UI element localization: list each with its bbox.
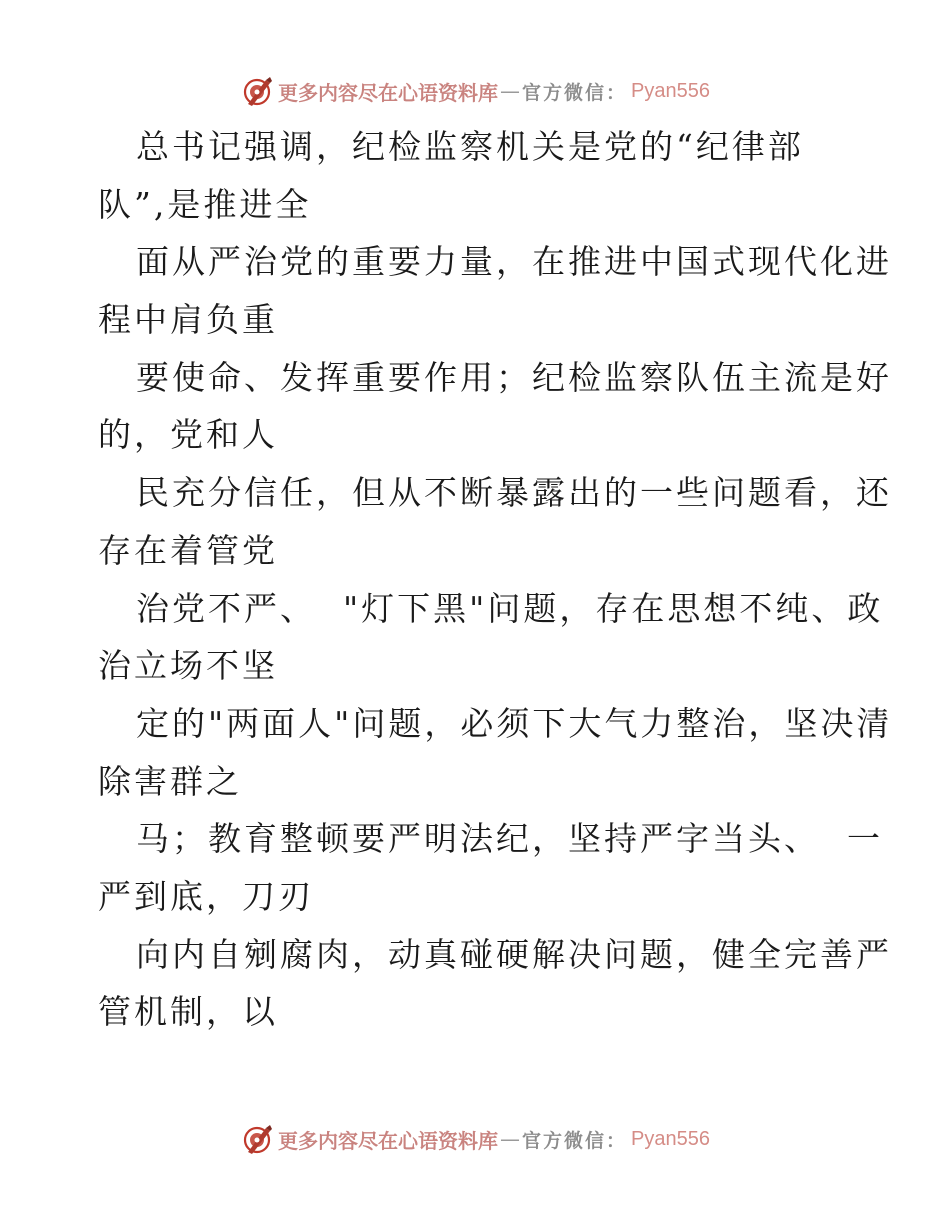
document-body [98, 118, 893, 1041]
footer-wechat-label: 官方微信： [522, 1129, 628, 1152]
pen-logo-icon [240, 1122, 274, 1156]
body-line: 存在着管党 [98, 530, 278, 570]
body-line: 治党不严、 "灯下黑"问题，存在思想不纯、政 [136, 588, 884, 628]
body-line: 面从严治党的重要力量，在推进中国式现代化进 [136, 242, 892, 282]
pen-logo-icon [240, 74, 274, 108]
footer-brand-text: 更多内容尽在心语资料库 [278, 1128, 498, 1153]
body-line: 马；教育整顿要严明法纪，坚持严字当头、 一 [136, 819, 883, 859]
body-line: 队”,是推进全 [98, 184, 312, 224]
body-line: 严到底，刀刃 [98, 876, 314, 916]
header-separator: — [500, 79, 520, 103]
footer-separator: — [500, 1127, 520, 1151]
body-line: 管机制，以 [98, 992, 278, 1032]
body-line: 程中肩负重 [98, 300, 278, 340]
body-line: 要使命、发挥重要作用；纪检监察队伍主流是好 [136, 357, 892, 397]
body-line: 除害群之 [98, 761, 242, 801]
header-wechat-id: Pyan556 [631, 79, 710, 102]
body-line: 向内自剜腐肉，动真碰硬解决问题，健全完善严 [136, 934, 892, 974]
footer-wechat-id: Pyan556 [631, 1127, 710, 1150]
body-line: 民充分信任，但从不断暴露出的一些问题看，还 [136, 473, 892, 513]
body-line: 的，党和人 [98, 415, 278, 455]
header-banner [0, 71, 950, 111]
header-brand-text: 更多内容尽在心语资料库 [278, 80, 498, 105]
body-line: 治立场不坚 [98, 646, 278, 686]
body-line: 定的"两面人"问题，必须下大气力整治，坚决清 [136, 703, 893, 743]
header-wechat-label: 官方微信： [522, 81, 628, 104]
body-line: 总书记强调，纪检监察机关是党的“纪律部 [136, 127, 804, 166]
footer-banner [0, 1119, 950, 1159]
